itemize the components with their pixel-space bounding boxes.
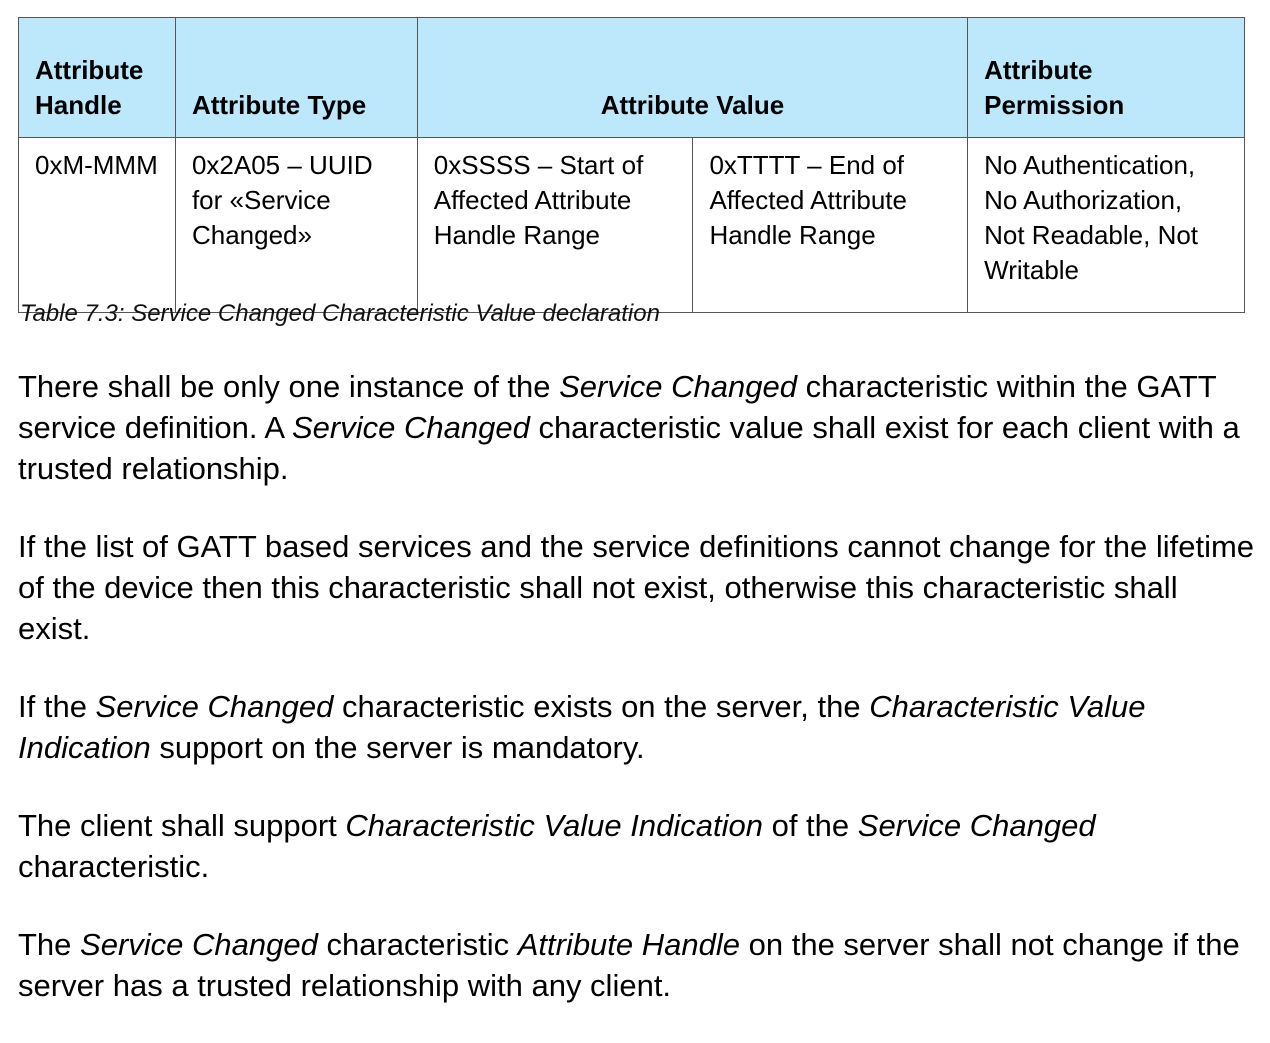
table-caption: Table 7.3: Service Changed Characteristic Value declaration bbox=[20, 300, 660, 327]
paragraph bbox=[18, 805, 1258, 887]
cell-permission: No Authentication, No Authorization, Not Readable, Not Writable bbox=[968, 138, 1245, 313]
text-run: characteristic value shall exist for each client with a trusted relationship. bbox=[18, 410, 1240, 486]
header-handle: Attribute Handle bbox=[19, 18, 176, 138]
text-run: characteristic within the GATT service definition. A bbox=[18, 369, 1217, 445]
attribute-table bbox=[18, 17, 1245, 313]
paragraph bbox=[18, 686, 1258, 768]
text-run: of the bbox=[762, 808, 858, 843]
text-run: If the bbox=[18, 689, 96, 724]
text-run: support on the server is mandatory. bbox=[150, 730, 645, 765]
paragraph bbox=[18, 526, 1258, 649]
text-run: There shall be only one instance of the bbox=[18, 369, 560, 404]
emphasis-text: Service Changed bbox=[559, 369, 797, 404]
header-permission: Attribute Permission bbox=[968, 18, 1245, 138]
cell-value-start: 0xSSSS – Start of Affected Attribute Handle Range bbox=[417, 138, 693, 313]
table-row bbox=[19, 138, 1245, 313]
header-value: Attribute Value bbox=[417, 18, 967, 138]
body-text bbox=[18, 366, 1258, 1043]
emphasis-text: Service Changed bbox=[80, 927, 318, 962]
emphasis-text: Service Changed bbox=[292, 410, 530, 445]
text-run: The bbox=[18, 927, 81, 962]
cell-type: 0x2A05 – UUID for «Service Changed» bbox=[175, 138, 417, 313]
emphasis-text: Characteristic Value Indication bbox=[18, 689, 1146, 765]
cell-handle: 0xM-MMM bbox=[19, 138, 176, 313]
text-run: characteristic exists on the server, the bbox=[333, 689, 870, 724]
paragraph bbox=[18, 366, 1258, 489]
text-run: The client shall support bbox=[18, 808, 346, 843]
paragraph bbox=[18, 924, 1258, 1006]
emphasis-text: Service Changed bbox=[857, 808, 1096, 843]
emphasis-text: Service Changed bbox=[95, 689, 334, 724]
header-type: Attribute Type bbox=[175, 18, 417, 138]
text-run: If the list of GATT based services and the service definitions cannot change for the lifetime of the device then this characteristic shall not exist, otherwise this characteristic shall exist. bbox=[18, 529, 1255, 646]
emphasis-text: Attribute Handle bbox=[517, 927, 741, 962]
text-run: characteristic. bbox=[18, 849, 210, 884]
text-run: characteristic bbox=[317, 927, 518, 962]
text-run: on the server shall not change if the server has a trusted relationship with any client. bbox=[18, 927, 1240, 1003]
table-header-row bbox=[19, 18, 1245, 138]
emphasis-text: Characteristic Value Indication bbox=[345, 808, 763, 843]
cell-value-end: 0xTTTT – End of Affected Attribute Handle Range bbox=[693, 138, 968, 313]
